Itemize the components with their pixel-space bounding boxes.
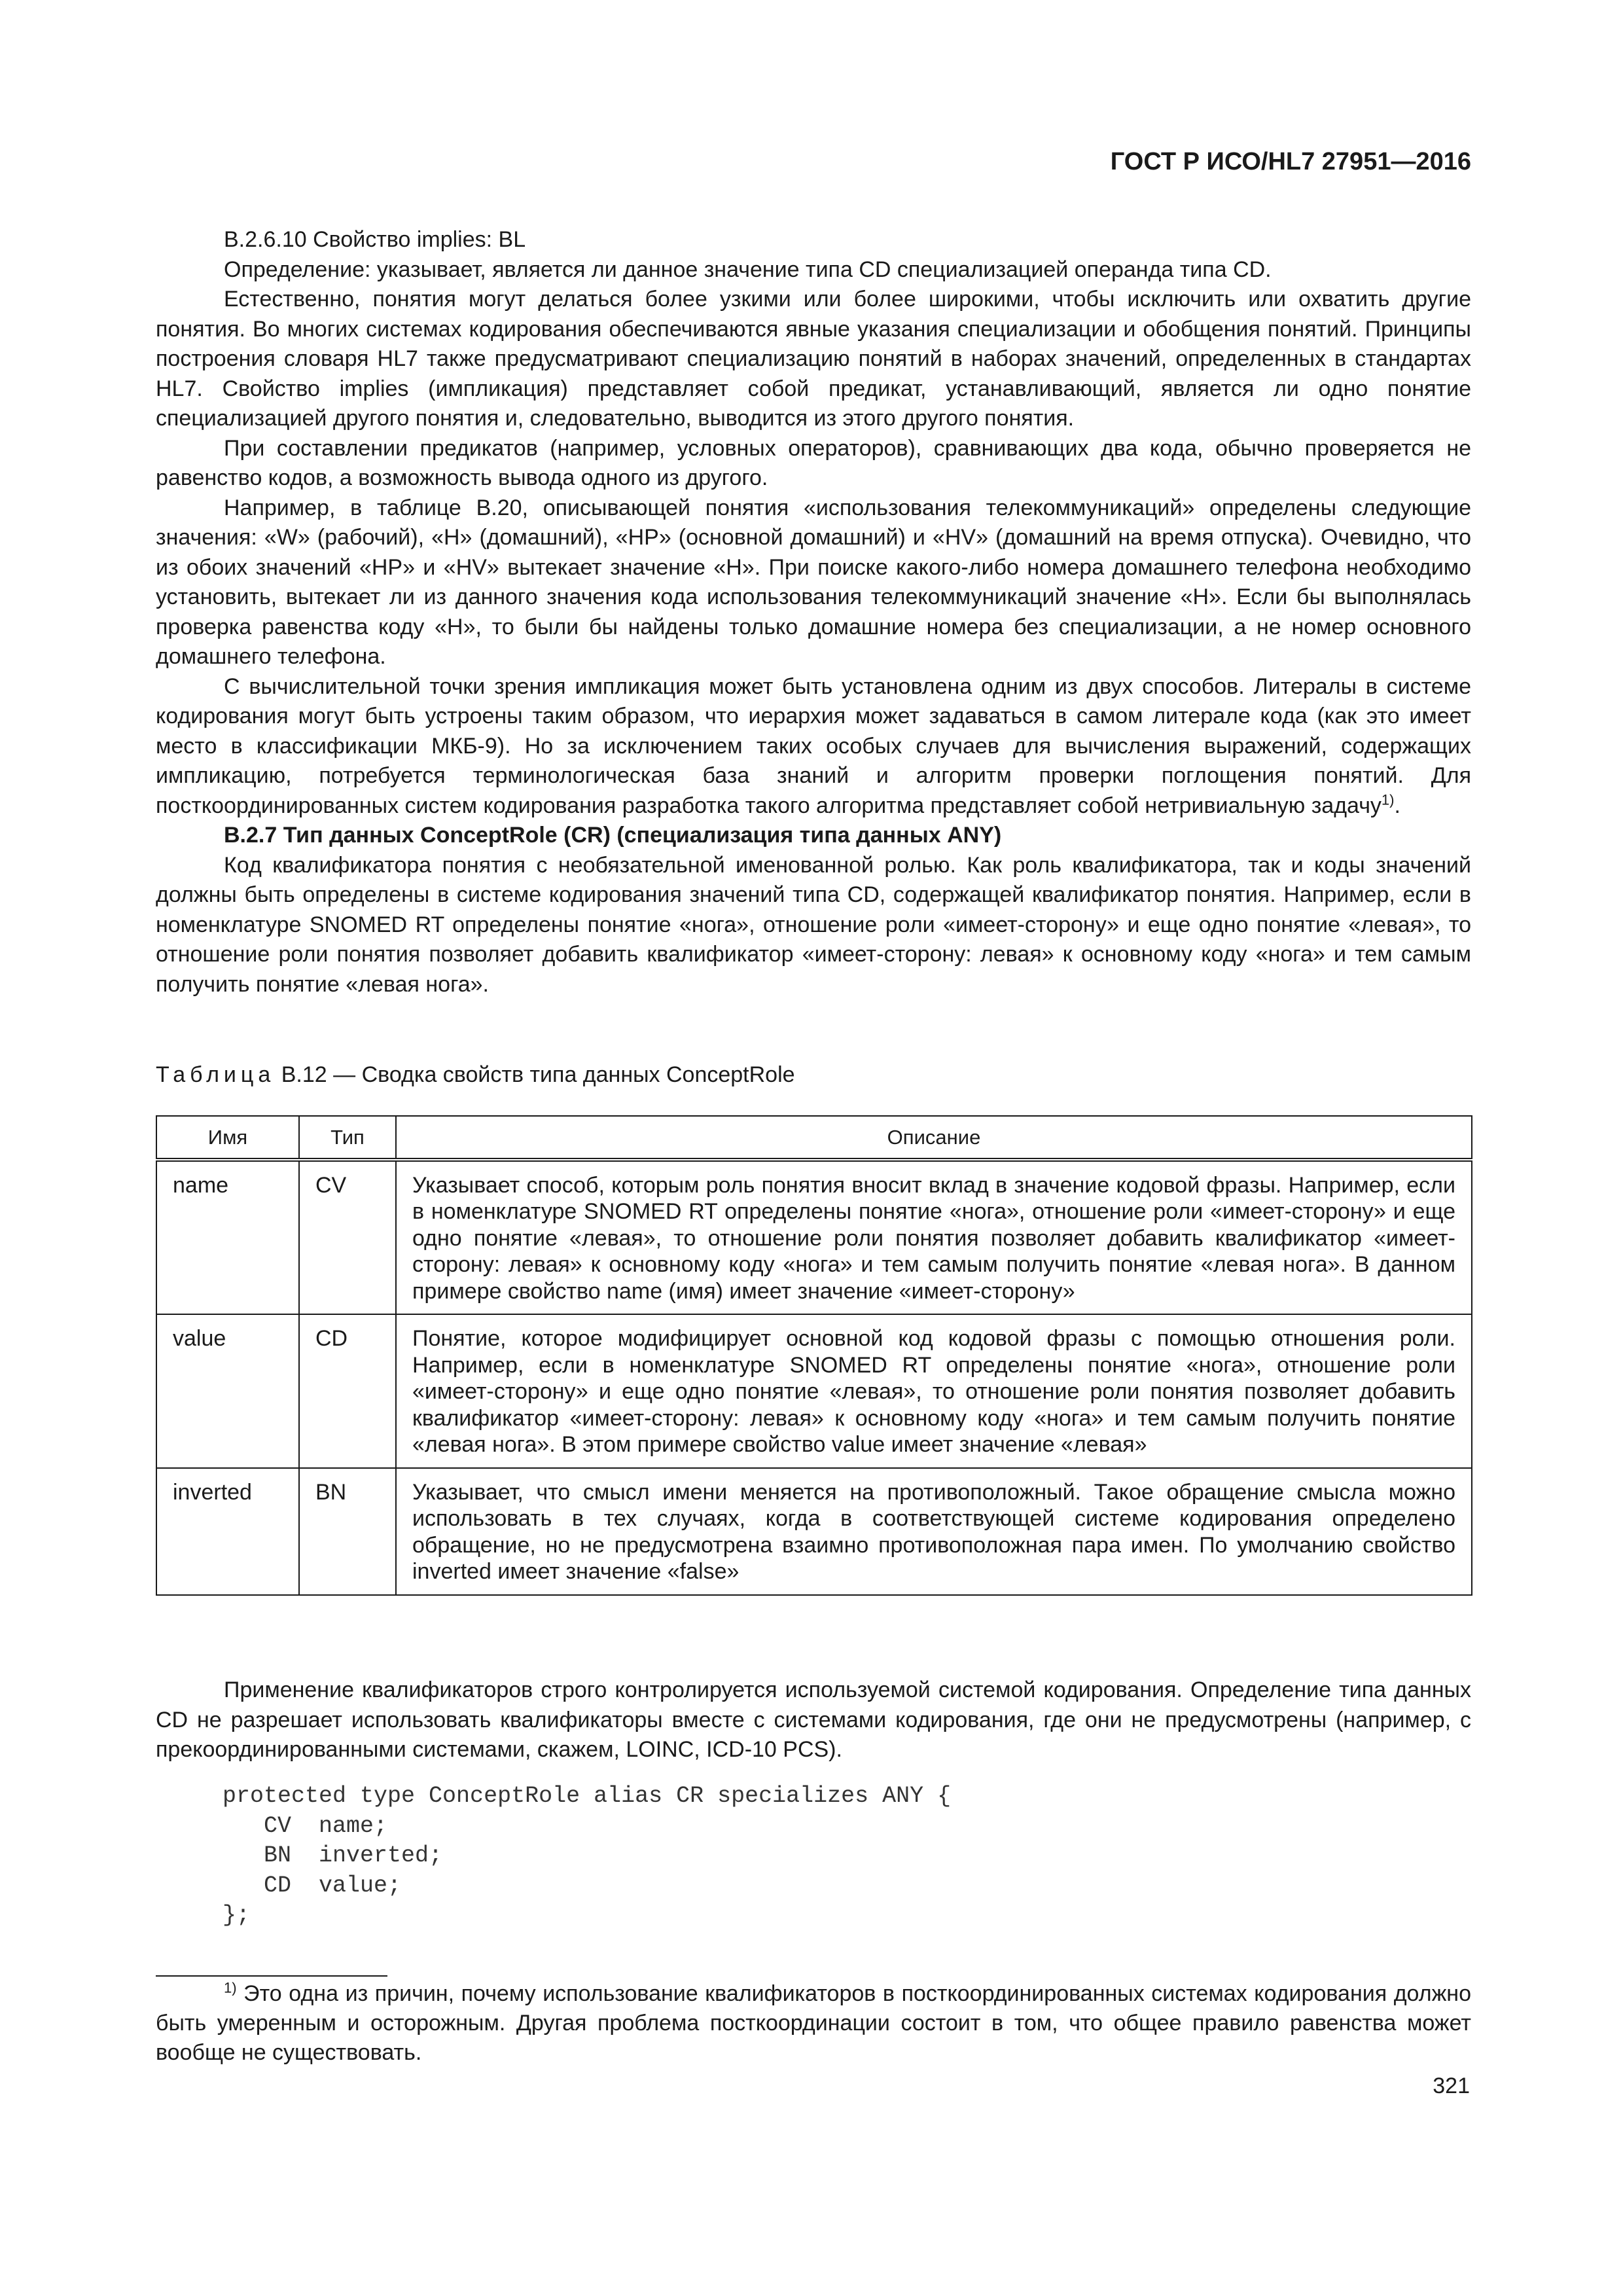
footnote-marker: 1) xyxy=(224,1979,237,1996)
footnote-text: Это одна из причин, почему использование квалификаторов в посткоординированных системах кодирования должно быть умеренным и осторожным. Другая проблема посткоординации состоит в том, что общее правило равенства может вообще не существовать. xyxy=(156,1981,1471,2065)
table-caption xyxy=(156,1060,795,1090)
cell-type: CD xyxy=(299,1314,396,1468)
section-heading-conceptrole: В.2.7 Тип данных ConceptRole (CR) (специализация типа данных ANY) xyxy=(224,823,1002,848)
conceptrole-properties-table xyxy=(156,1115,1472,1596)
code-line: BN inverted; xyxy=(223,1842,443,1869)
definition-paragraph: Определение: указывает, является ли данное значение типа CD специализацией операнда типа CD. xyxy=(224,257,1272,282)
footnote xyxy=(156,1979,1471,2068)
footnote-separator xyxy=(156,1975,387,1977)
code-line: CV name; xyxy=(223,1812,388,1839)
table-row xyxy=(156,1160,1472,1315)
body-text-block xyxy=(156,225,1471,999)
cell-description: Понятие, которое модифицирует основной код кодовой фразы с помощью отношения роли. Например, если в номенклатуре SNOMED RT определены понятие «нога», отношение роли «имеет-сторону» и еще одно понятие «левая», то отношение роли понятия позволяет добавить квалификатор «имеет-сторону: левая» к основному коду «нога» и тем самым получить понятие «левая нога». В этом примере свойство value имеет значение «левая» xyxy=(396,1314,1472,1468)
table-caption-text: В.12 — Сводка свойств типа данных ConceptRole xyxy=(275,1062,795,1087)
footnote-paragraph xyxy=(156,1979,1471,2068)
cell-description: Указывает, что смысл имени меняется на противоположный. Такое обращение смысла можно использовать в тех случаях, когда в соответствующей системе кодирования определено обращение, но не предусмотрена взаимно противоположная пара имен. По умолчанию свойство inverted имеет значение «false» xyxy=(396,1468,1472,1595)
column-header-name: Имя xyxy=(156,1116,299,1160)
code-listing xyxy=(223,1782,951,1931)
cell-name: value xyxy=(156,1314,299,1468)
table-row xyxy=(156,1468,1472,1595)
after-table-block xyxy=(156,1676,1471,1765)
paragraph-computation-end: . xyxy=(1394,793,1400,818)
standard-header: ГОСТ Р ИСО/HL7 27951—2016 xyxy=(1110,148,1471,175)
paragraph-computation-text: С вычислительной точки зрения импликация может быть установлена одним из двух способов. Литералы в системе кодирования могут быть устроены таким образом, что иерархия может задаваться в самом литерале кода (как это имеет место в классификации МКБ-9). Но за исключением таких особых случаев для вычисления выражений, содержащих импликацию, потребуется терминологическая база знаний и алгоритм проверки поглощения понятий. Для посткоординированных систем кодирования разработка такого алгоритма представляет собой нетривиальную задачу xyxy=(156,673,1471,818)
paragraph-qualifier-control: Применение квалификаторов строго контролируется используемой системой кодирования. Определение типа данных CD не разрешает использовать квалификаторы вместе с системами кодирования, где они не предусмотрены (например, с прекоординированными системами, скажем, LOINC, ICD-10 PCS). xyxy=(156,1677,1471,1762)
cell-type: BN xyxy=(299,1468,396,1595)
paragraph-predicates: При составлении предикатов (например, условных операторов), сравнивающих два кода, обычно проверяется не равенство кодов, а возможность вывода одного из другого. xyxy=(156,435,1471,490)
column-header-description: Описание xyxy=(396,1116,1472,1160)
page-number: 321 xyxy=(1433,2073,1470,2098)
table-caption-label: Таблица xyxy=(156,1062,276,1087)
code-line: CD value; xyxy=(223,1872,402,1899)
footnote-reference: 1) xyxy=(1381,791,1395,808)
column-header-type: Тип xyxy=(299,1116,396,1160)
paragraph-qualifier: Код квалификатора понятия с необязательной именованной ролью. Как роль квалификатора, так и коды значений должны быть определены в системе кодирования значений типа CD, содержащей квалификатор понятия. Например, если в номенклатуре SNOMED RT определены понятие «нога», отношение роли «имеет-сторону» и еще одно понятие «левая», то отношение роли понятия позволяет добавить квалификатор «имеет-сторону: левая» к основному коду «нога» и тем самым получить понятие «левая нога». xyxy=(156,852,1471,997)
code-line: }; xyxy=(223,1902,251,1928)
paragraph-specialization: Естественно, понятия могут делаться более узкими или более широкими, чтобы исключить или охватить другие понятия. Во многих системах кодирования обеспечиваются явные указания специализации и обобщения понятий. Принципы построения словаря HL7 также предусматривают специализацию понятий в наборах значений, определенных в стандартах HL7. Свойство implies (импликация) представляет собой предикат, устанавливающий, является ли одно понятие специализацией другого понятия и, следовательно, выводится из этого другого понятия. xyxy=(156,287,1471,431)
cell-type: CV xyxy=(299,1160,396,1315)
code-line: protected type ConceptRole alias CR specializes ANY { xyxy=(223,1783,952,1809)
table-row xyxy=(156,1314,1472,1468)
table-header-row xyxy=(156,1116,1472,1160)
cell-description: Указывает способ, которым роль понятия вносит вклад в значение кодовой фразы. Например, если в номенклатуре SNOMED RT определены понятие «нога», отношение роли «имеет-сторону» и еще одно понятие «левая», то отношение роли понятия позволяет добавить квалификатор «имеет-сторону: левая» к основному коду «нога» и тем самым получить понятие «левая нога». В данном примере свойство name (имя) имеет значение «имеет-сторону» xyxy=(396,1160,1472,1315)
paragraph-telecom-example: Например, в таблице В.20, описывающей понятия «использования телекоммуникаций» определены следующие значения: «W» (рабочий), «H» (домашний), «HP» (основной домашний) и «HV» (домашний на время отпуска). Очевидно, что из обоих значений «HP» и «HV» вытекает значение «H». При поиске какого-либо номера домашнего телефона необходимо установить, вытекает ли из данного значения кода использования телекоммуникаций значение «H». Если бы выполнялась проверка равенства коду «H», то были бы найдены только домашние номера без специализации, а не номер основного домашнего телефона. xyxy=(156,495,1471,669)
cell-name: name xyxy=(156,1160,299,1315)
section-title-implies: В.2.6.10 Свойство implies: BL xyxy=(224,227,526,252)
cell-name: inverted xyxy=(156,1468,299,1595)
paragraph-computation xyxy=(156,672,1471,821)
